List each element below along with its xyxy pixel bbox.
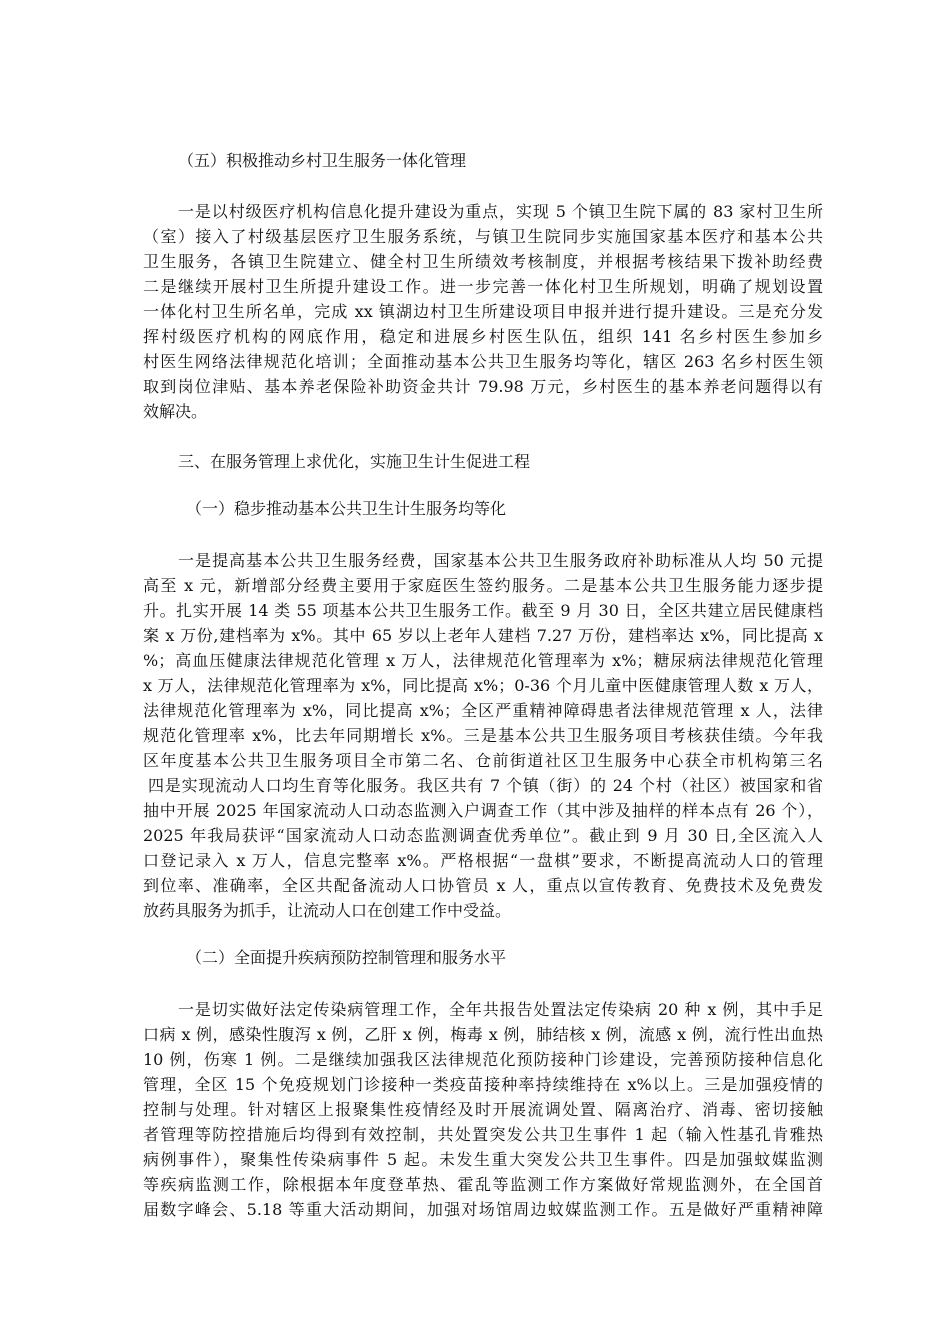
paragraph-line: 高至 x 元，新增部分经费主要用于家庭医生签约服务。二是基本公共卫生服务能力逐步提 [143, 576, 823, 595]
paragraph-line: 放药具服务为抓手，让流动人口在创建工作中受益。 [143, 901, 512, 920]
paragraph-line: 卫生服务，各镇卫生院建立、健全村卫生所绩效考核制度，并根据考核结果下拨补助经费 [143, 252, 823, 271]
paragraph-line: 到位率、准确率，全区共配备流动人口协管员 x 人，重点以宣传教育、免费技术及免费发 [143, 876, 823, 895]
paragraph-line: 10 例，伤寒 1 例。二是继续加强我区法律规范化预防接种门诊建设，完善预防接种信息化 [143, 1050, 823, 1069]
section-2-paragraph [143, 997, 823, 1222]
section-5-heading: （五）积极推动乡村卫生服务一体化管理 [178, 151, 467, 170]
paragraph-line: 口病 x 例，感染性腹泻 x 例，乙肝 x 例，梅毒 x 例，肺结核 x 例，流感 x 例，流行性出血热 [143, 1025, 823, 1044]
paragraph-line: 者管理等防控措施后均得到有效控制，共处置突发公共卫生事件 1 起（输入性基孔肯雅热 [143, 1125, 823, 1144]
paragraph-line: 案 x 万份,建档率为 x%。其中 65 岁以上老年人建档 7.27 万份，建档率达 x%，同比提高 x [143, 626, 823, 645]
paragraph-line: （室）接入了村级基层医疗卫生服务系统，与镇卫生院同步实施国家基本医疗和基本公共 [143, 227, 823, 246]
paragraph-line: 法律规范化管理率为 x%，同比提高 x%；全区严重精神障碍患者法律规范管理 x 人，法律 [143, 701, 823, 720]
paragraph-line: x 万人，法律规范化管理率为 x%，同比提高 x%；0-36 个月儿童中医健康管理人数 x 万人， [143, 676, 823, 695]
paragraph-line: 抽中开展 2025 年国家流动人口动态监测入户调查工作（其中涉及抽样的样本点有 26 个）， [143, 801, 823, 820]
paragraph-line: 效解决。 [143, 402, 208, 421]
section-1-paragraph [143, 548, 823, 923]
paragraph-line: 口登记录入 x 万人，信息完整率 x%。严格根据“一盘棋”要求，不断提高流动人口的管理 [143, 851, 823, 870]
section-2-heading: （二）全面提升疾病预防控制管理和服务水平 [186, 948, 507, 967]
paragraph-line: 控制与处理。针对辖区上报聚集性疫情经及时开展流调处置、隔离治疗、消毒、密切接触 [143, 1100, 823, 1119]
paragraph-line: 区年度基本公共卫生服务项目全市第二名、仓前街道社区卫生服务中心获全市机构第三名 [143, 751, 823, 770]
paragraph-line: 升。扎实开展 14 类 55 项基本公共卫生服务工作。截至 9 月 30 日，全区共建立居民健康档 [143, 601, 823, 620]
paragraph-line: 挥村级医疗机构的网底作用，稳定和进展乡村医生队伍，组织 141 名乡村医生参加乡 [143, 327, 823, 346]
paragraph-line: 取到岗位津贴、基本养老保险补助资金共计 79.98 万元，乡村医生的基本养老问题得以有 [143, 377, 823, 396]
paragraph-line: 等疾病监测工作，除根据本年度登革热、霍乱等监测工作方案做好常规监测外，在全国首 [143, 1175, 823, 1194]
section-5-paragraph [143, 199, 823, 424]
paragraph-line: 届数字峰会、5.18 等重大活动期间，加强对场馆周边蚊媒监测工作。五是做好严重精神障 [143, 1200, 823, 1219]
paragraph-line: 规范化管理率 x%，比去年同期增长 x%。三是基本公共卫生服务项目考核获佳绩。今年我 [143, 726, 823, 745]
paragraph-line: 一是以村级医疗机构信息化提升建设为重点，实现 5 个镇卫生院下属的 83 家村卫生所 [178, 202, 823, 221]
paragraph-line: 一是提高基本公共卫生服务经费，国家基本公共卫生服务政府补助标准从人均 50 元提 [178, 551, 823, 570]
paragraph-line: 二是继续开展村卫生所提升建设工作。进一步完善一体化村卫生所规划，明确了规划设置 [143, 277, 823, 296]
paragraph-line: 一体化村卫生所名单，完成 xx 镇湖边村卫生所建设项目申报并进行提升建设。三是充分发 [143, 302, 823, 321]
paragraph-line: 2025 年我局获评“国家流动人口动态监测调查优秀单位”。截止到 9 月 30 日,全区流入人 [143, 826, 823, 845]
paragraph-line: 管理，全区 15 个免疫规划门诊接种一类疫苗接种率持续维持在 x%以上。三是加强疫情的 [143, 1075, 823, 1094]
paragraph-line: 四是实现流动人口均生育等化服务。我区共有 7 个镇（街）的 24 个村（社区）被国家和省 [148, 776, 823, 795]
paragraph-line: %；高血压健康法律规范化管理 x 万人，法律规范化管理率为 x%；糖尿病法律规范化管理 [143, 651, 823, 670]
part-3-heading: 三、在服务管理上求优化，实施卫生计生促进工程 [178, 452, 531, 471]
paragraph-line: 一是切实做好法定传染病管理工作，全年共报告处置法定传染病 20 种 x 例，其中手足 [178, 1000, 823, 1019]
paragraph-line: 病例事件），聚集性传染病事件 5 起。未发生重大突发公共卫生事件。四是加强蚊媒监测 [143, 1150, 823, 1169]
paragraph-line: 村医生网络法律规范化培训；全面推动基本公共卫生服务均等化，辖区 263 名乡村医生领 [143, 352, 823, 371]
section-1-heading: （一）稳步推动基本公共卫生计生服务均等化 [186, 499, 507, 518]
